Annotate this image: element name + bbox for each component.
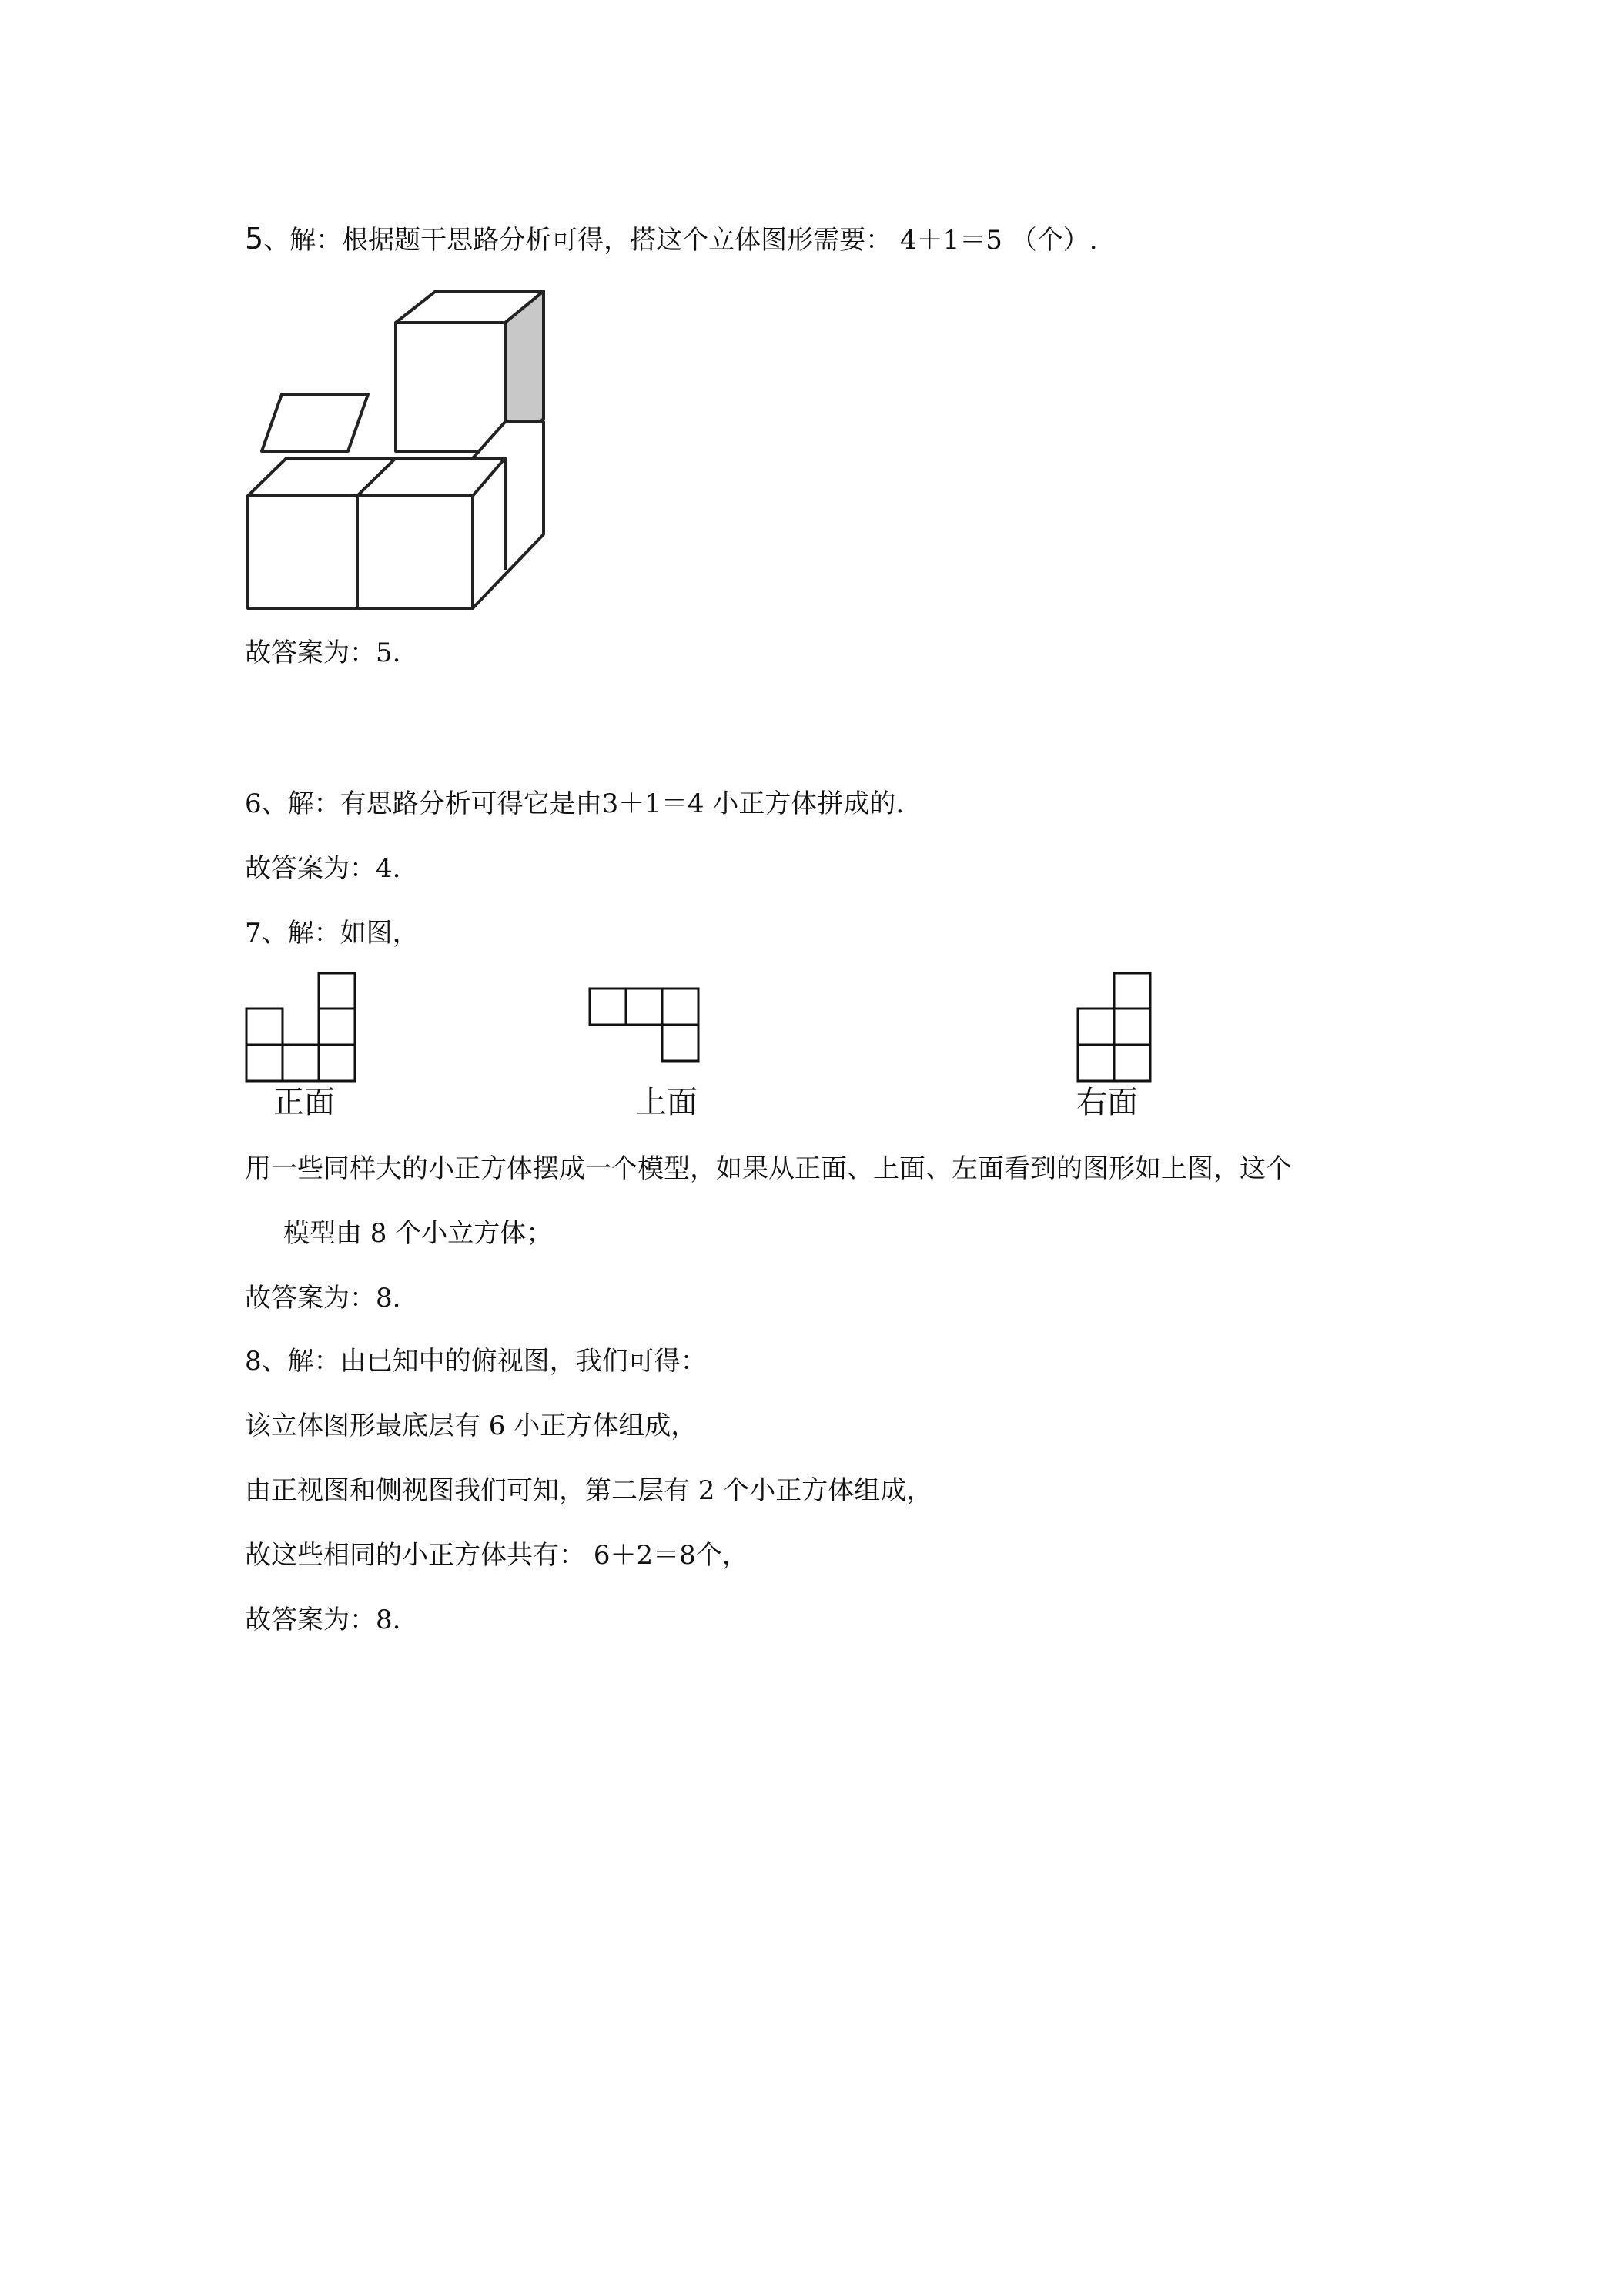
q5-solution-line xyxy=(245,222,1098,257)
q8-line3-formula: 6＋2＝8 xyxy=(593,1540,696,1571)
top-view-figure xyxy=(588,987,711,1072)
q7-intro: 7、解：如图， xyxy=(245,918,419,949)
q6-solution-line xyxy=(245,787,904,821)
q7-paragraph-line1: 用一些同样大的小正方体摆成一个模型，如果从正面、上面、左面看到的图形如上图，这个 xyxy=(245,1153,1292,1184)
q6-text: 6、解：有思路分析可得它是由 xyxy=(245,788,602,819)
q8-line3 xyxy=(245,1538,748,1572)
top-view-label: 上面 xyxy=(636,1085,698,1120)
q8-answer: 故答案为：8. xyxy=(245,1605,401,1635)
q7-paragraph-line2: 模型由 8 个小立方体； xyxy=(283,1218,553,1249)
q8-line1: 该立体图形最底层有 6 小正方体组成， xyxy=(245,1411,698,1441)
q5-tail: （个）. xyxy=(1010,225,1098,256)
q5-text: 、解：根据题干思路分析可得，搭这个立体图形需要： xyxy=(263,225,892,256)
q6-tail: 小正方体拼成的. xyxy=(712,788,905,819)
q6-answer: 故答案为：4. xyxy=(245,853,401,884)
q5-formula: 4＋1＝5 xyxy=(900,225,1002,256)
q8-line3-text: 故这些相同的小正方体共有： xyxy=(245,1540,585,1571)
q5-answer: 故答案为：5. xyxy=(245,638,401,668)
q5-number: 5 xyxy=(245,222,264,256)
right-view-label: 右面 xyxy=(1076,1085,1138,1120)
front-view-figure xyxy=(245,972,360,1095)
q6-formula: 3＋1＝4 xyxy=(601,788,704,819)
q8-intro: 8、解：由已知中的俯视图，我们可得： xyxy=(245,1346,707,1377)
q8-line2: 由正视图和侧视图我们可知，第二层有 2 个小正方体组成， xyxy=(245,1475,933,1506)
q7-answer: 故答案为：8. xyxy=(245,1283,401,1314)
right-view-figure xyxy=(1076,972,1161,1095)
q8-line3-tail: 个， xyxy=(695,1540,748,1571)
cube-stack-figure xyxy=(239,285,562,624)
front-view-label: 正面 xyxy=(273,1085,335,1120)
